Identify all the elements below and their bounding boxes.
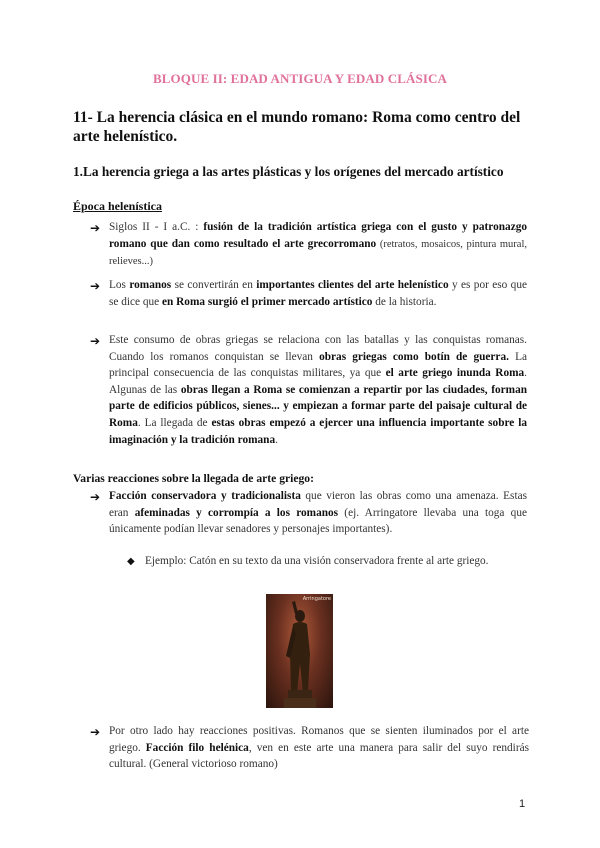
bullet-bold-text: el arte griego inunda Roma bbox=[385, 367, 525, 380]
reactions-heading: Varias reacciones sobre la llegada de arte griego: bbox=[73, 472, 314, 485]
arrow-right-icon: ➔ bbox=[90, 490, 101, 504]
bullet-text: . Algunas de las bbox=[109, 367, 527, 396]
diamond-bullet-icon: ◆ bbox=[127, 556, 135, 567]
bullet-bold-text: obras llegan a Roma se comienzan a repartir por las ciudades, forman parte de edificios públicos, sienes... y empiezan a formar parte del paisaje cultural de Roma bbox=[109, 383, 527, 429]
arringatore-image bbox=[266, 594, 333, 708]
bullet-bold-text: Facción filo helénica bbox=[145, 741, 249, 754]
section-subtitle: 1.La herencia griega a las artes plásticas y los orígenes del mercado artístico bbox=[73, 164, 504, 179]
arrow-right-icon: ➔ bbox=[90, 725, 101, 739]
section-title: 11- La herencia clásica en el mundo romano: Roma como centro del arte helenístico. bbox=[73, 109, 521, 145]
bullet-text: (retratos, mosaicos, pintura mural, relieves...) bbox=[109, 238, 528, 268]
bullet-bold-text: estas obras empezó a ejercer una influencia importante sobre la imaginación y la tradición romana bbox=[109, 416, 527, 446]
bullet-bold-text: afeminadas y corrompía a los romanos bbox=[134, 506, 339, 519]
arrow-right-icon: ➔ bbox=[90, 279, 101, 293]
bullet-bold-text: importantes clientes del arte helenístico bbox=[256, 279, 449, 291]
bullet-bold-text: Facción conservadora y tradicionalista bbox=[109, 490, 301, 502]
bullet-text: . La llegada de bbox=[137, 416, 212, 429]
bullet-text: Siglos II - I a.C. : bbox=[109, 221, 204, 233]
epoca-heading: Época helenística bbox=[73, 199, 162, 213]
sub-bullet-caton: Ejemplo: Catón en su texto da una visión conservadora frente al arte griego. bbox=[145, 555, 489, 567]
arrow-right-icon: ➔ bbox=[90, 334, 101, 348]
statue-figure bbox=[266, 594, 333, 708]
bullet-bold-text: romanos bbox=[129, 279, 172, 291]
page-number: 1 bbox=[519, 798, 526, 810]
block-title: BLOQUE II: EDAD ANTIGUA Y EDAD CLÁSICA bbox=[153, 71, 447, 86]
bullet-text: de la historia. bbox=[372, 295, 437, 308]
bullet-text: se convertirán en bbox=[171, 279, 257, 291]
bullet-text: . bbox=[275, 433, 278, 446]
arrow-right-icon: ➔ bbox=[90, 221, 101, 235]
bullet-text: y es por eso que se dice que bbox=[109, 279, 527, 308]
reaction-filohelenica bbox=[109, 723, 529, 773]
bullet-text: Este consumo de obras griegas se relaciona con las batallas y las conquistas romanas. Cuando los romanos conquistan se llevan bbox=[109, 334, 527, 363]
image-tag: Arringatore bbox=[302, 596, 331, 602]
bullet-text: que vieron las obras como una amenaza. Estas eran bbox=[109, 490, 527, 519]
bullet-text: (ej. Arringatore llevaba una toga que únicamente podían llevar senadores y personajes importantes). bbox=[109, 506, 527, 536]
bullet-text: Los bbox=[109, 279, 130, 291]
bullet-text: , ven en este arte una manera para salir del suyo rendirás cultural. (General victorioso romano) bbox=[109, 741, 529, 771]
bullet-text: La principal consecuencia de las conquistas militares, ya que bbox=[109, 350, 527, 380]
bullet-bold-text: en Roma surgió el primer mercado artístico bbox=[162, 295, 373, 308]
bullet-consumo bbox=[109, 332, 527, 448]
reaction-conservadora bbox=[109, 488, 527, 538]
bullet-romanos bbox=[109, 277, 527, 310]
bullet-bold-text: obras griegas como botín de guerra. bbox=[319, 350, 509, 363]
bullet-bold-text: fusión de la tradición artística griega con el gusto y patronazgo romano que dan como resultado el arte grecorromano bbox=[109, 221, 527, 250]
bullet-text: Por otro lado hay reacciones positivas. Romanos que se sienten iluminados por el arte griego. bbox=[109, 725, 529, 754]
bullet-siglos bbox=[109, 219, 527, 271]
